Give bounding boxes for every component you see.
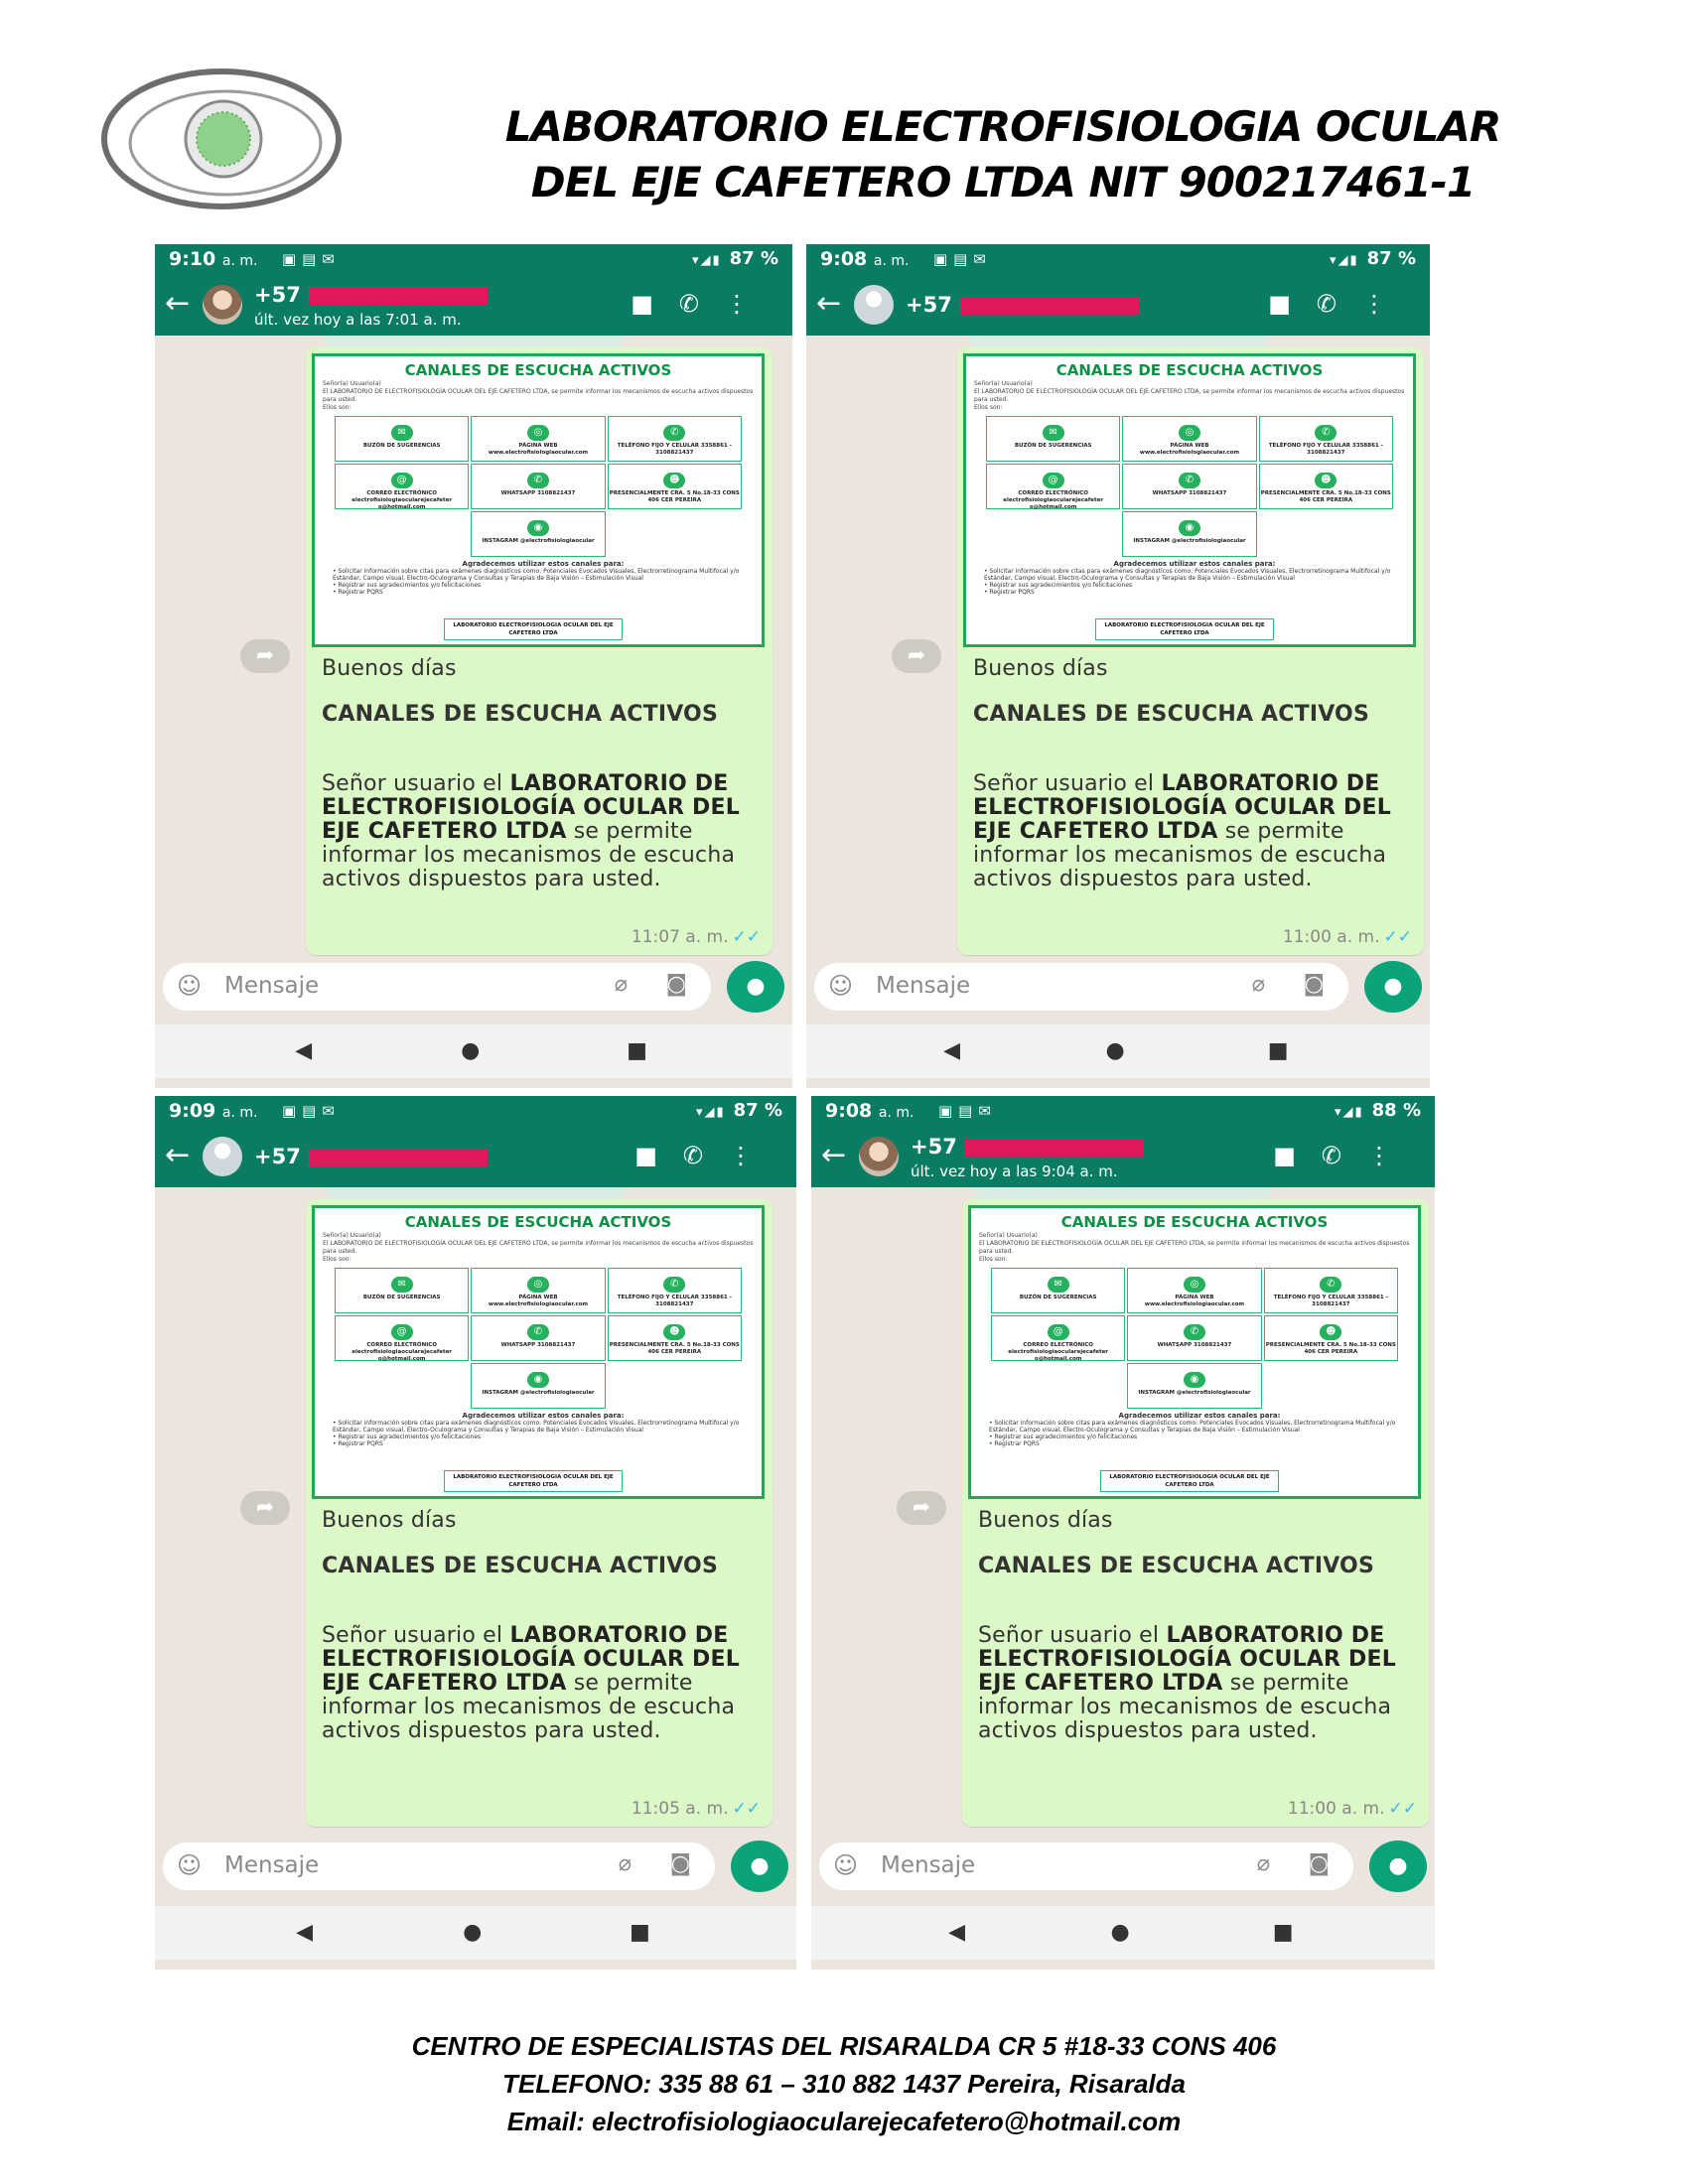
contact-name[interactable]: +57: [254, 282, 488, 308]
forward-icon[interactable]: ➦: [240, 639, 290, 673]
phone-screenshot: [811, 1096, 1435, 1970]
poster-title: CANALES DE ESCUCHA ACTIVOS: [404, 1213, 672, 1231]
header-actions: [634, 1142, 778, 1169]
channel-grid: [335, 1268, 742, 1409]
channel-cell: [471, 511, 605, 557]
channel-cell: [335, 1315, 469, 1361]
date-chip: [969, 336, 1267, 347]
nav-recent-icon[interactable]: ■: [630, 1920, 650, 1945]
phone-icon: ✆: [663, 425, 685, 441]
status-time: 9:08 a. m.: [820, 248, 910, 270]
forward-icon[interactable]: ➦: [897, 1491, 946, 1525]
uses-title: Agradecemos utilizar estos canales para:: [1113, 560, 1276, 568]
read-ticks-icon: ✓✓: [732, 927, 761, 947]
voice-call-icon[interactable]: ✆: [682, 1142, 729, 1169]
instagram-icon: ◉: [1184, 1372, 1205, 1388]
channel-label: TELÉFONO FIJO Y CELULAR 3358861 - 3108821437: [617, 443, 732, 456]
header-actions: [631, 290, 774, 318]
channel-label: WHATSAPP 3108821437: [500, 1342, 576, 1348]
footer-email: Email: electrofisiologiaocularejecafetero@hotmail.com: [506, 2107, 1182, 2136]
back-arrow-icon[interactable]: ←: [165, 1138, 191, 1172]
message-greeting: Buenos días: [322, 1508, 457, 1533]
message-input[interactable]: [819, 1843, 1353, 1890]
message-timestamp: 11:07 a. m. ✓✓: [631, 927, 761, 947]
poster-image[interactable]: [968, 1205, 1421, 1499]
channel-label: PÁGINA WEB www.electrofisiologiaocular.com: [488, 1295, 589, 1307]
channel-cell: [1122, 416, 1256, 462]
status-indicators: ▾◢▮ 87 %: [691, 248, 778, 269]
poster-greeting: Señor(a) Usuario(a): [974, 380, 1033, 387]
channel-cell: [335, 1268, 469, 1313]
android-nav-bar: [811, 1906, 1435, 1960]
globe-icon: ◎: [1184, 1277, 1205, 1293]
channel-label: BUZÓN DE SUGERENCIAS: [362, 443, 441, 449]
phone-screenshot: [155, 244, 792, 1088]
notification-icons: ▣▤✉: [933, 250, 992, 268]
menu-dots-icon[interactable]: ⋮: [1362, 290, 1412, 318]
contact-name[interactable]: +57: [906, 292, 1139, 318]
nav-back-icon[interactable]: ◀: [295, 1038, 313, 1063]
channel-cell: [471, 1315, 605, 1361]
message-heading: CANALES DE ESCUCHA ACTIVOS: [322, 1554, 718, 1578]
video-call-icon[interactable]: ■: [634, 1142, 683, 1169]
status-time: 9:08 a. m.: [825, 1100, 914, 1122]
channel-label: INSTAGRAM @electrofisiologiaocular: [1138, 1390, 1251, 1396]
forward-icon[interactable]: ➦: [892, 639, 941, 673]
chat-header: [806, 274, 1430, 336]
message-greeting: Buenos días: [973, 656, 1108, 681]
footer-address: CENTRO DE ESPECIALISTAS DEL RISARALDA CR 5 #18-33 CONS 406: [411, 2031, 1277, 2061]
message-timestamp: 11:00 a. m. ✓✓: [1282, 927, 1412, 947]
nav-home-icon[interactable]: ●: [463, 1920, 483, 1945]
status-bar: [806, 244, 1430, 274]
forward-icon[interactable]: ➦: [240, 1491, 290, 1525]
mic-button[interactable]: ●: [1364, 961, 1422, 1013]
use-item: • Solicitar información sobre citas para exámenes diagnósticos como: Potenciales Evocados Visuales, Electrorretinograma Multifocal y/o Estándar, Campo visual, Electro-Oculograma y Consultas y Terapias de Baja Visión – Estimulación Visual: [333, 568, 740, 582]
people-icon: ☻: [663, 1324, 685, 1340]
chat-header: [155, 1126, 796, 1187]
channel-cell: [991, 1363, 1125, 1409]
message-body: Señor usuario el LABORATORIO DE ELECTROFISIOLOGÍA OCULAR DEL EJE CAFETERO LTDA se permite informar los mecanismos de escucha activos dispuestos para usted.: [978, 1623, 1396, 1743]
message-heading: CANALES DE ESCUCHA ACTIVOS: [322, 702, 718, 727]
channel-cell: [1264, 1315, 1398, 1361]
channel-cell: [986, 464, 1120, 509]
header-actions: [1268, 290, 1412, 318]
phone-icon: ✆: [1315, 425, 1336, 441]
channel-cell: [1259, 511, 1393, 557]
poster-image[interactable]: [963, 353, 1416, 647]
back-arrow-icon[interactable]: ←: [816, 286, 842, 321]
use-item: • Solicitar información sobre citas para exámenes diagnósticos como: Potenciales Evocados Visuales, Electrorretinograma Multifocal y/o Estándar, Campo visual, Electro-Oculograma y Consultas y Terapias de Baja Visión – Estimulación Visual: [333, 1420, 740, 1433]
channel-cell: [335, 416, 469, 462]
message-placeholder: Mensaje: [224, 973, 320, 999]
channel-cell: [991, 1268, 1125, 1313]
channel-cell: [1259, 464, 1393, 509]
use-item: • Registrar PQRS: [333, 589, 383, 596]
poster-greeting: Señor(a) Usuario(a): [323, 1232, 381, 1239]
channel-label: PRESENCIALMENTE CRA. 5 No.18-33 CONS 406 CER PEREIRA: [1265, 1342, 1396, 1355]
poster-title: CANALES DE ESCUCHA ACTIVOS: [1055, 361, 1324, 379]
people-icon: ☻: [663, 473, 685, 488]
message-timestamp: 11:00 a. m. ✓✓: [1287, 1799, 1417, 1819]
nav-home-icon[interactable]: ●: [461, 1038, 481, 1063]
use-item: • Solicitar información sobre citas para exámenes diagnósticos como: Potenciales Evocados Visuales, Electrorretinograma Multifocal y/o Estándar, Campo visual, Electro-Oculograma y Consultas y Terapias de Baja Visión – Estimulación Visual: [989, 1420, 1396, 1433]
notification-icons: ▣▤✉: [282, 1102, 341, 1120]
channel-cell: [335, 511, 469, 557]
mailbox-icon: ✉: [391, 425, 413, 441]
use-item: • Registrar sus agradecimientos y/o felicitaciones: [989, 1433, 1138, 1440]
uses-title: Agradecemos utilizar estos canales para:: [462, 560, 625, 568]
emoji-icon[interactable]: ☺: [828, 972, 854, 1000]
email-icon: @: [391, 473, 413, 488]
globe-icon: ◎: [1179, 425, 1200, 441]
signal-icon: ▾◢▮: [695, 1105, 726, 1120]
channel-label: CORREO ELECTRÓNICO electrofisiologiaocularejecafeter o@hotmail.com: [1003, 490, 1104, 510]
message-input[interactable]: [163, 1843, 715, 1890]
camera-icon[interactable]: ◙: [665, 972, 687, 997]
use-item: • Registrar PQRS: [333, 1440, 383, 1447]
use-item: • Registrar PQRS: [989, 1440, 1040, 1447]
channel-cell: [1264, 1363, 1398, 1409]
channel-label: CORREO ELECTRÓNICO electrofisiologiaocularejecafeter o@hotmail.com: [1008, 1342, 1109, 1362]
channel-label: PRESENCIALMENTE CRA. 5 No.18-33 CONS 406 CER PEREIRA: [609, 490, 740, 503]
date-chip: [974, 1187, 1272, 1199]
message-bubble[interactable]: [306, 347, 773, 955]
poster-ellos-son: Ellos son:: [974, 404, 1003, 411]
redaction-mask: [309, 287, 488, 305]
camera-icon[interactable]: ◙: [669, 1851, 691, 1876]
message-text: [322, 1509, 759, 1743]
message-timestamp: 11:05 a. m. ✓✓: [631, 1799, 761, 1819]
notification-icons: ▣▤✉: [938, 1102, 997, 1120]
emoji-icon[interactable]: ☺: [177, 972, 203, 1000]
emoji-icon[interactable]: ☺: [833, 1851, 859, 1879]
redaction-mask: [309, 1149, 488, 1166]
voice-call-icon[interactable]: ✆: [1316, 290, 1362, 318]
channel-cell: [1264, 1268, 1398, 1313]
poster-intro: El LABORATORIO DE ELECTROFISIOLOGÍA OCULAR DEL EJE CAFETERO LTDA, se permite informar los mecanismos de escucha activos dispuestos para usted.: [974, 388, 1405, 403]
message-greeting: Buenos días: [322, 656, 457, 681]
contact-name[interactable]: +57: [911, 1134, 1144, 1160]
channel-cell: [608, 416, 742, 462]
poster-ellos-son: Ellos son:: [979, 1256, 1008, 1263]
channel-label: CORREO ELECTRÓNICO electrofisiologiaocularejecafeter o@hotmail.com: [352, 1342, 453, 1362]
redaction-mask: [965, 1139, 1144, 1157]
whatsapp-icon: ✆: [527, 1324, 549, 1340]
last-seen: últ. vez hoy a las 7:01 a. m.: [254, 311, 462, 329]
notification-icons: ▣▤✉: [282, 250, 341, 268]
signal-icon: ▾◢▮: [1329, 253, 1359, 268]
redaction-mask: [960, 297, 1139, 315]
phone-screenshot: [155, 1096, 796, 1970]
avatar[interactable]: [859, 1137, 899, 1176]
use-item: • Registrar sus agradecimientos y/o felicitaciones: [984, 582, 1133, 589]
channel-label: TELÉFONO FIJO Y CELULAR 3358861 - 3108821437: [1268, 443, 1383, 456]
composer: [163, 1843, 788, 1892]
status-bar: [155, 1096, 796, 1126]
message-body: Señor usuario el LABORATORIO DE ELECTROFISIOLOGÍA OCULAR DEL EJE CAFETERO LTDA se permite informar los mecanismos de escucha activos dispuestos para usted.: [973, 771, 1391, 891]
poster-image[interactable]: [312, 1205, 765, 1499]
mic-button[interactable]: ●: [731, 1841, 788, 1892]
nav-recent-icon[interactable]: ■: [1267, 1038, 1289, 1063]
poster-greeting: Señor(a) Usuario(a): [979, 1232, 1038, 1239]
chat-header: [811, 1126, 1435, 1187]
message-bubble[interactable]: [962, 1199, 1429, 1827]
message-bubble[interactable]: [306, 1199, 773, 1827]
mic-button[interactable]: ●: [1369, 1841, 1427, 1892]
channel-cell: [471, 1363, 605, 1409]
channel-cell: [471, 1268, 605, 1313]
voice-call-icon[interactable]: ✆: [678, 290, 725, 318]
nav-back-icon[interactable]: ◀: [943, 1038, 961, 1063]
instagram-icon: ◉: [527, 520, 549, 536]
video-call-icon[interactable]: ■: [631, 290, 679, 318]
channel-label: PÁGINA WEB www.electrofisiologiaocular.com: [1144, 1295, 1245, 1307]
channel-cell: [986, 511, 1120, 557]
last-seen: últ. vez hoy a las 9:04 a. m.: [911, 1162, 1118, 1180]
poster-logo: LABORATORIO ELECTROFISIOLOGIA OCULAR DEL EJE CAFETERO LTDA: [1100, 1470, 1279, 1492]
channel-grid: [991, 1268, 1398, 1409]
avatar[interactable]: [203, 285, 242, 325]
channel-label: WHATSAPP 3108821437: [1152, 490, 1227, 496]
channel-label: INSTAGRAM @electrofisiologiaocular: [1133, 538, 1246, 544]
status-bar: [155, 244, 792, 274]
channel-cell: [335, 1363, 469, 1409]
channel-cell: [991, 1315, 1125, 1361]
composer: [819, 1843, 1427, 1892]
nav-recent-icon[interactable]: ■: [627, 1038, 647, 1063]
whatsapp-icon: ✆: [1184, 1324, 1205, 1340]
channel-cell: [1127, 1363, 1261, 1409]
channel-cell: [608, 511, 742, 557]
instagram-icon: ◉: [1179, 520, 1200, 536]
channel-label: PRESENCIALMENTE CRA. 5 No.18-33 CONS 406 CER PEREIRA: [609, 1342, 740, 1355]
poster-uses: [979, 1413, 1410, 1447]
channel-cell: [1259, 416, 1393, 462]
eye-logo-icon: [94, 58, 362, 226]
attach-icon[interactable]: ⌀: [1256, 1851, 1270, 1876]
poster-intro: El LABORATORIO DE ELECTROFISIOLOGÍA OCULAR DEL EJE CAFETERO LTDA, se permite informar los mecanismos de escucha activos dispuestos para usted.: [323, 1240, 754, 1255]
signal-icon: ▾◢▮: [691, 253, 722, 268]
nav-back-icon[interactable]: ◀: [296, 1920, 314, 1945]
channel-label: WHATSAPP 3108821437: [1157, 1342, 1232, 1348]
mailbox-icon: ✉: [1048, 1277, 1069, 1293]
read-ticks-icon: ✓✓: [1383, 927, 1412, 947]
instagram-icon: ◉: [527, 1372, 549, 1388]
title-line-2: DEL EJE CAFETERO LTDA NIT 900217461-1: [530, 158, 1476, 206]
android-nav-bar: [155, 1906, 796, 1960]
composer: [163, 963, 784, 1013]
message-body: Señor usuario el LABORATORIO DE ELECTROFISIOLOGÍA OCULAR DEL EJE CAFETERO LTDA se permite informar los mecanismos de escucha activos dispuestos para usted.: [322, 771, 740, 891]
status-indicators: ▾◢▮ 88 %: [1334, 1100, 1421, 1121]
channel-label: BUZÓN DE SUGERENCIAS: [1014, 443, 1092, 449]
channel-label: TELÉFONO FIJO Y CELULAR 3358861 - 3108821437: [1273, 1295, 1388, 1307]
channel-grid: [986, 416, 1393, 557]
channel-label: BUZÓN DE SUGERENCIAS: [362, 1295, 441, 1300]
message-placeholder: Mensaje: [224, 1852, 320, 1878]
attach-icon[interactable]: ⌀: [618, 1851, 632, 1876]
poster-image[interactable]: [312, 353, 765, 647]
message-placeholder: Mensaje: [876, 973, 971, 999]
email-icon: @: [1048, 1324, 1069, 1340]
poster-uses: [323, 1413, 754, 1447]
message-bubble[interactable]: [957, 347, 1424, 955]
whatsapp-icon: ✆: [527, 473, 549, 488]
menu-dots-icon[interactable]: ⋮: [1367, 1142, 1417, 1169]
status-indicators: ▾◢▮ 87 %: [1329, 248, 1416, 269]
email-icon: @: [1043, 473, 1064, 488]
poster-intro: El LABORATORIO DE ELECTROFISIOLOGÍA OCULAR DEL EJE CAFETERO LTDA, se permite informar los mecanismos de escucha activos dispuestos para usted.: [979, 1240, 1410, 1255]
poster-ellos-son: Ellos son:: [323, 404, 352, 411]
phone-icon: ✆: [663, 1277, 685, 1293]
android-nav-bar: [806, 1024, 1430, 1078]
date-chip: [327, 1187, 625, 1199]
emoji-icon[interactable]: ☺: [177, 1851, 203, 1879]
use-item: • Registrar PQRS: [984, 589, 1035, 596]
uses-title: Agradecemos utilizar estos canales para:: [462, 1412, 625, 1420]
footer-phone: TELEFONO: 335 88 61 – 310 882 1437 Pereira, Risaralda: [502, 2069, 1186, 2099]
channel-cell: [471, 416, 605, 462]
poster-logo: LABORATORIO ELECTROFISIOLOGIA OCULAR DEL EJE CAFETERO LTDA: [444, 618, 623, 640]
use-item: • Registrar sus agradecimientos y/o felicitaciones: [333, 1433, 482, 1440]
avatar[interactable]: [854, 285, 894, 325]
message-greeting: Buenos días: [978, 1508, 1113, 1533]
globe-icon: ◎: [527, 1277, 549, 1293]
menu-dots-icon[interactable]: ⋮: [725, 290, 774, 318]
message-placeholder: Mensaje: [881, 1852, 976, 1878]
poster-title: CANALES DE ESCUCHA ACTIVOS: [404, 361, 672, 379]
back-arrow-icon[interactable]: ←: [165, 286, 191, 321]
poster-ellos-son: Ellos son:: [323, 1256, 352, 1263]
date-chip: [325, 336, 623, 347]
channel-label: TELÉFONO FIJO Y CELULAR 3358861 - 3108821437: [617, 1295, 732, 1307]
chat-header: [155, 274, 792, 336]
status-time: 9:10 a. m.: [169, 248, 258, 270]
status-time: 9:09 a. m.: [169, 1100, 258, 1122]
nav-home-icon[interactable]: ●: [1110, 1920, 1130, 1945]
poster-logo: LABORATORIO ELECTROFISIOLOGIA OCULAR DEL EJE CAFETERO LTDA: [1095, 618, 1274, 640]
channel-cell: [608, 1315, 742, 1361]
channel-label: CORREO ELECTRÓNICO electrofisiologiaocularejecafeter o@hotmail.com: [352, 490, 453, 510]
video-call-icon[interactable]: ■: [1268, 290, 1317, 318]
android-nav-bar: [155, 1024, 792, 1078]
header-actions: [1273, 1142, 1417, 1169]
message-heading: CANALES DE ESCUCHA ACTIVOS: [978, 1554, 1374, 1578]
channel-label: PÁGINA WEB www.electrofisiologiaocular.com: [488, 443, 589, 456]
message-input[interactable]: [163, 963, 711, 1011]
signal-icon: ▾◢▮: [1334, 1105, 1364, 1120]
camera-icon[interactable]: ◙: [1303, 972, 1325, 997]
channel-cell: [471, 464, 605, 509]
title-line-1: LABORATORIO ELECTROFISIOLOGIA OCULAR: [504, 102, 1501, 151]
poster-greeting: Señor(a) Usuario(a): [323, 380, 381, 387]
footer: [199, 2027, 1489, 2140]
menu-dots-icon[interactable]: ⋮: [729, 1142, 778, 1169]
channel-grid: [335, 416, 742, 557]
mailbox-icon: ✉: [391, 1277, 413, 1293]
channel-label: BUZÓN DE SUGERENCIAS: [1019, 1295, 1097, 1300]
channel-cell: [1127, 1268, 1261, 1313]
email-icon: @: [391, 1324, 413, 1340]
message-text: [322, 657, 759, 891]
read-ticks-icon: ✓✓: [732, 1799, 761, 1819]
channel-cell: [1122, 464, 1256, 509]
document-title: [417, 99, 1589, 210]
whatsapp-icon: ✆: [1179, 473, 1200, 488]
phone-screenshot: [806, 244, 1430, 1088]
avatar[interactable]: [203, 1137, 242, 1176]
people-icon: ☻: [1320, 1324, 1341, 1340]
channel-label: INSTAGRAM @electrofisiologiaocular: [482, 1390, 595, 1396]
back-arrow-icon[interactable]: ←: [821, 1138, 847, 1172]
poster-uses: [974, 561, 1405, 596]
message-text: [973, 657, 1410, 891]
poster-title: CANALES DE ESCUCHA ACTIVOS: [1060, 1213, 1329, 1231]
channel-cell: [608, 1268, 742, 1313]
poster-logo: LABORATORIO ELECTROFISIOLOGIA OCULAR DEL EJE CAFETERO LTDA: [444, 1470, 623, 1492]
channel-cell: [608, 1363, 742, 1409]
contact-name[interactable]: +57: [254, 1144, 488, 1169]
composer: [814, 963, 1422, 1013]
channel-label: PRESENCIALMENTE CRA. 5 No.18-33 CONS 406 CER PEREIRA: [1260, 490, 1391, 503]
video-call-icon[interactable]: ■: [1273, 1142, 1322, 1169]
message-text: [978, 1509, 1415, 1743]
camera-icon[interactable]: ◙: [1308, 1851, 1330, 1876]
channel-cell: [1127, 1315, 1261, 1361]
voice-call-icon[interactable]: ✆: [1321, 1142, 1367, 1169]
attach-icon[interactable]: ⌀: [614, 972, 628, 997]
status-indicators: ▾◢▮ 87 %: [695, 1100, 782, 1121]
mic-button[interactable]: ●: [727, 961, 784, 1013]
channel-cell: [608, 464, 742, 509]
status-bar: [811, 1096, 1435, 1126]
globe-icon: ◎: [527, 425, 549, 441]
channel-label: PÁGINA WEB www.electrofisiologiaocular.com: [1139, 443, 1240, 456]
attach-icon[interactable]: ⌀: [1251, 972, 1265, 997]
nav-recent-icon[interactable]: ■: [1272, 1920, 1294, 1945]
message-input[interactable]: [814, 963, 1348, 1011]
channel-cell: [1122, 511, 1256, 557]
phone-icon: ✆: [1320, 1277, 1341, 1293]
poster-uses: [323, 561, 754, 596]
channel-cell: [335, 464, 469, 509]
use-item: • Solicitar información sobre citas para exámenes diagnósticos como: Potenciales Evocados Visuales, Electrorretinograma Multifocal y/o Estándar, Campo visual, Electro-Oculograma y Consultas y Terapias de Baja Visión – Estimulación Visual: [984, 568, 1391, 582]
read-ticks-icon: ✓✓: [1388, 1799, 1417, 1819]
channel-cell: [986, 416, 1120, 462]
people-icon: ☻: [1315, 473, 1336, 488]
channel-label: WHATSAPP 3108821437: [500, 490, 576, 496]
message-body: Señor usuario el LABORATORIO DE ELECTROFISIOLOGÍA OCULAR DEL EJE CAFETERO LTDA se permite informar los mecanismos de escucha activos dispuestos para usted.: [322, 1623, 740, 1743]
nav-back-icon[interactable]: ◀: [948, 1920, 966, 1945]
use-item: • Registrar sus agradecimientos y/o felicitaciones: [333, 582, 482, 589]
nav-home-icon[interactable]: ●: [1105, 1038, 1125, 1063]
channel-label: INSTAGRAM @electrofisiologiaocular: [482, 538, 595, 544]
message-heading: CANALES DE ESCUCHA ACTIVOS: [973, 702, 1369, 727]
mailbox-icon: ✉: [1043, 425, 1064, 441]
poster-intro: El LABORATORIO DE ELECTROFISIOLOGÍA OCULAR DEL EJE CAFETERO LTDA, se permite informar los mecanismos de escucha activos dispuestos para usted.: [323, 388, 754, 403]
uses-title: Agradecemos utilizar estos canales para:: [1118, 1412, 1281, 1420]
